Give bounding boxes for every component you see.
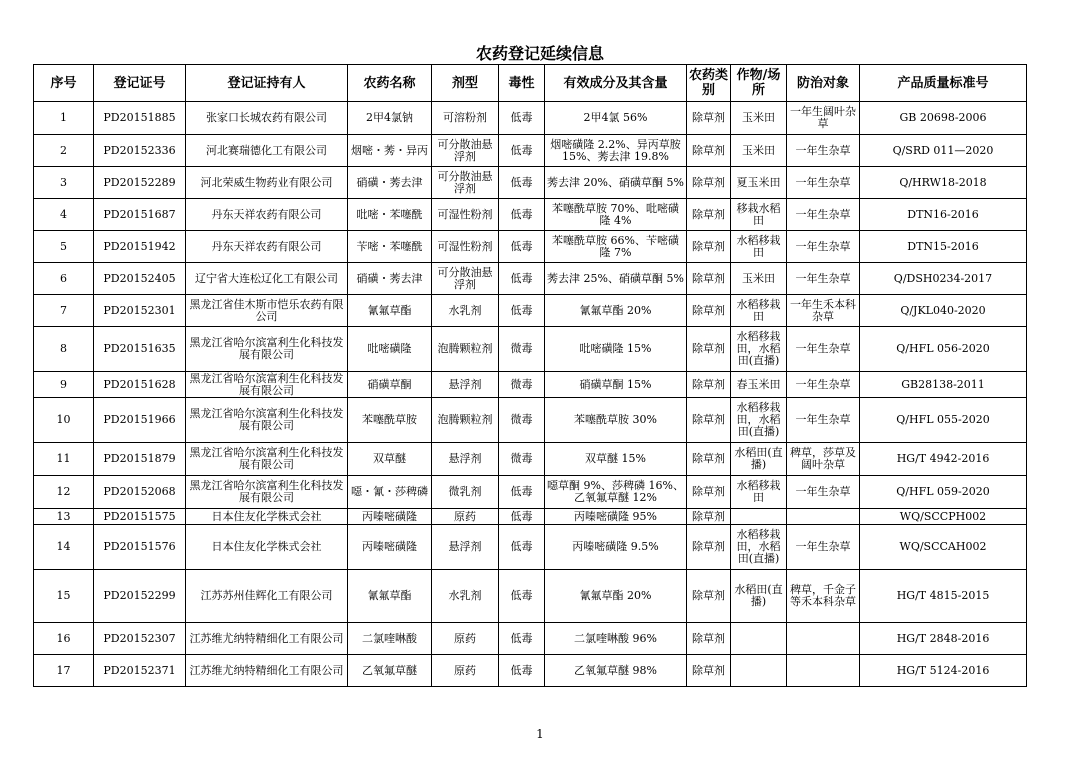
row-number: 17 (34, 655, 94, 687)
crop-site (731, 655, 787, 687)
holder-name: 江苏维尤纳特精细化工有限公司 (186, 655, 348, 687)
crop-site: 水稻移栽田，水稻田(直播) (731, 525, 787, 570)
quality-standard: GB 20698-2006 (860, 102, 1027, 135)
formulation: 可溶粉剂 (432, 102, 499, 135)
holder-name: 江苏维尤纳特精细化工有限公司 (186, 623, 348, 655)
target-pest: 一年生杂草 (787, 398, 860, 443)
pesticide-category: 除草剂 (687, 327, 731, 372)
target-pest: 一年生杂草 (787, 135, 860, 167)
toxicity: 低毒 (499, 509, 545, 525)
row-number: 9 (34, 372, 94, 398)
toxicity: 微毒 (499, 443, 545, 476)
target-pest: 稗草，千金子等禾本科杂草 (787, 570, 860, 623)
formulation: 可分散油悬浮剂 (432, 263, 499, 295)
cert-number: PD20151575 (94, 509, 186, 525)
row-number: 16 (34, 623, 94, 655)
cert-number: PD20151687 (94, 199, 186, 231)
quality-standard: Q/HRW18-2018 (860, 167, 1027, 199)
active-ingredient: 二氯喹啉酸 96% (545, 623, 687, 655)
table-row (34, 199, 1027, 231)
active-ingredient: 莠去津 20%、硝磺草酮 5% (545, 167, 687, 199)
quality-standard: DTN15-2016 (860, 231, 1027, 263)
row-number: 3 (34, 167, 94, 199)
table-row (34, 570, 1027, 623)
toxicity: 微毒 (499, 398, 545, 443)
crop-site: 水稻移栽田 (731, 476, 787, 509)
pesticide-name: 氰氟草酯 (348, 570, 432, 623)
target-pest: 一年生杂草 (787, 263, 860, 295)
active-ingredient: 吡嘧磺隆 15% (545, 327, 687, 372)
formulation: 原药 (432, 623, 499, 655)
quality-standard: WQ/SCCPH002 (860, 509, 1027, 525)
quality-standard: Q/JKL040-2020 (860, 295, 1027, 327)
toxicity: 低毒 (499, 295, 545, 327)
quality-standard: GB28138-2011 (860, 372, 1027, 398)
quality-standard: HG/T 5124-2016 (860, 655, 1027, 687)
pesticide-name: 硝磺・莠去津 (348, 263, 432, 295)
formulation: 泡腾颗粒剂 (432, 327, 499, 372)
pesticide-category: 除草剂 (687, 623, 731, 655)
holder-name: 张家口长城农药有限公司 (186, 102, 348, 135)
toxicity: 低毒 (499, 199, 545, 231)
holder-name: 江苏苏州佳辉化工有限公司 (186, 570, 348, 623)
cert-number: PD20152299 (94, 570, 186, 623)
active-ingredient: 双草醚 15% (545, 443, 687, 476)
pesticide-category: 除草剂 (687, 231, 731, 263)
toxicity: 低毒 (499, 135, 545, 167)
header-cell: 防治对象 (787, 65, 860, 102)
crop-site (731, 623, 787, 655)
pesticide-category: 除草剂 (687, 443, 731, 476)
page-number: 1 (536, 727, 544, 741)
target-pest (787, 623, 860, 655)
active-ingredient: 氰氟草酯 20% (545, 295, 687, 327)
active-ingredient: 丙嗪嘧磺隆 95% (545, 509, 687, 525)
formulation: 原药 (432, 509, 499, 525)
quality-standard: DTN16-2016 (860, 199, 1027, 231)
quality-standard: Q/HFL 055-2020 (860, 398, 1027, 443)
quality-standard: Q/HFL 056-2020 (860, 327, 1027, 372)
table-row (34, 476, 1027, 509)
toxicity: 低毒 (499, 623, 545, 655)
active-ingredient: 丙嗪嘧磺隆 9.5% (545, 525, 687, 570)
table-row (34, 231, 1027, 263)
formulation: 微乳剂 (432, 476, 499, 509)
table-row (34, 327, 1027, 372)
cert-number: PD20151885 (94, 102, 186, 135)
cert-number: PD20151635 (94, 327, 186, 372)
active-ingredient: 苯噻酰草胺 30% (545, 398, 687, 443)
quality-standard: HG/T 2848-2016 (860, 623, 1027, 655)
active-ingredient: 莠去津 25%、硝磺草酮 5% (545, 263, 687, 295)
crop-site: 玉米田 (731, 263, 787, 295)
pesticide-name: 二氯喹啉酸 (348, 623, 432, 655)
pesticide-category: 除草剂 (687, 263, 731, 295)
crop-site: 水稻移栽田 (731, 231, 787, 263)
quality-standard: Q/SRD 011—2020 (860, 135, 1027, 167)
holder-name: 河北荣威生物药业有限公司 (186, 167, 348, 199)
quality-standard: Q/HFL 059-2020 (860, 476, 1027, 509)
crop-site: 夏玉米田 (731, 167, 787, 199)
toxicity: 低毒 (499, 231, 545, 263)
toxicity: 微毒 (499, 372, 545, 398)
toxicity: 微毒 (499, 327, 545, 372)
holder-name: 黑龙江省哈尔滨富利生化科技发展有限公司 (186, 476, 348, 509)
table-row (34, 295, 1027, 327)
toxicity: 低毒 (499, 655, 545, 687)
table-row (34, 102, 1027, 135)
cert-number: PD20152336 (94, 135, 186, 167)
table-row (34, 509, 1027, 525)
target-pest (787, 655, 860, 687)
formulation: 可湿性粉剂 (432, 231, 499, 263)
quality-standard: WQ/SCCAH002 (860, 525, 1027, 570)
quality-standard: HG/T 4815-2015 (860, 570, 1027, 623)
target-pest: 一年生杂草 (787, 476, 860, 509)
row-number: 6 (34, 263, 94, 295)
table-row (34, 372, 1027, 398)
holder-name: 丹东天祥农药有限公司 (186, 231, 348, 263)
formulation: 可分散油悬浮剂 (432, 135, 499, 167)
target-pest: 稗草，莎草及阔叶杂草 (787, 443, 860, 476)
header-cell: 农药类别 (687, 65, 731, 102)
row-number: 1 (34, 102, 94, 135)
target-pest: 一年生杂草 (787, 327, 860, 372)
formulation: 悬浮剂 (432, 443, 499, 476)
table-body (34, 102, 1027, 687)
active-ingredient: 烟嘧磺隆 2.2%、异丙草胺 15%、莠去津 19.8% (545, 135, 687, 167)
pesticide-name: 吡嘧・苯噻酰 (348, 199, 432, 231)
row-number: 11 (34, 443, 94, 476)
pesticide-category: 除草剂 (687, 398, 731, 443)
table-row (34, 443, 1027, 476)
header-row (34, 65, 1027, 102)
pesticide-category: 除草剂 (687, 476, 731, 509)
active-ingredient: 硝磺草酮 15% (545, 372, 687, 398)
pesticide-category: 除草剂 (687, 525, 731, 570)
active-ingredient: 苯噻酰草胺 70%、吡嘧磺隆 4% (545, 199, 687, 231)
cert-number: PD20152307 (94, 623, 186, 655)
cert-number: PD20151942 (94, 231, 186, 263)
toxicity: 低毒 (499, 102, 545, 135)
target-pest: 一年生禾本科杂草 (787, 295, 860, 327)
pesticide-name: 2甲4氯钠 (348, 102, 432, 135)
header-cell: 登记证持有人 (186, 65, 348, 102)
target-pest: 一年生杂草 (787, 199, 860, 231)
crop-site: 水稻移栽田，水稻田(直播) (731, 327, 787, 372)
pesticide-name: 乙氧氟草醚 (348, 655, 432, 687)
holder-name: 黑龙江省佳木斯市恺乐农药有限公司 (186, 295, 348, 327)
table-row (34, 167, 1027, 199)
pesticide-name: 吡嘧磺隆 (348, 327, 432, 372)
formulation: 水乳剂 (432, 570, 499, 623)
crop-site (731, 509, 787, 525)
pesticide-name: 氰氟草酯 (348, 295, 432, 327)
cert-number: PD20151576 (94, 525, 186, 570)
pesticide-category: 除草剂 (687, 655, 731, 687)
table-row (34, 525, 1027, 570)
cert-number: PD20152405 (94, 263, 186, 295)
formulation: 可湿性粉剂 (432, 199, 499, 231)
target-pest: 一年生杂草 (787, 167, 860, 199)
toxicity: 低毒 (499, 525, 545, 570)
pesticide-name: 噁・氰・莎稗磷 (348, 476, 432, 509)
crop-site: 玉米田 (731, 135, 787, 167)
pesticide-name: 丙嗪嘧磺隆 (348, 509, 432, 525)
toxicity: 低毒 (499, 263, 545, 295)
header-cell: 产品质量标准号 (860, 65, 1027, 102)
table-row (34, 655, 1027, 687)
target-pest: 一年生杂草 (787, 372, 860, 398)
cert-number: PD20151628 (94, 372, 186, 398)
pesticide-category: 除草剂 (687, 199, 731, 231)
pesticide-category: 除草剂 (687, 509, 731, 525)
holder-name: 黑龙江省哈尔滨富利生化科技发展有限公司 (186, 398, 348, 443)
pesticide-name: 苯噻酰草胺 (348, 398, 432, 443)
target-pest (787, 509, 860, 525)
header-cell: 有效成分及其含量 (545, 65, 687, 102)
cert-number: PD20151966 (94, 398, 186, 443)
table-row (34, 263, 1027, 295)
pesticide-category: 除草剂 (687, 102, 731, 135)
target-pest: 一年生杂草 (787, 525, 860, 570)
holder-name: 日本住友化学株式会社 (186, 525, 348, 570)
row-number: 13 (34, 509, 94, 525)
toxicity: 低毒 (499, 476, 545, 509)
pesticide-category: 除草剂 (687, 372, 731, 398)
cert-number: PD20152068 (94, 476, 186, 509)
row-number: 7 (34, 295, 94, 327)
holder-name: 丹东天祥农药有限公司 (186, 199, 348, 231)
pesticide-name: 硝磺・莠去津 (348, 167, 432, 199)
holder-name: 黑龙江省哈尔滨富利生化科技发展有限公司 (186, 372, 348, 398)
crop-site: 水稻田(直播) (731, 443, 787, 476)
cert-number: PD20152301 (94, 295, 186, 327)
formulation: 泡腾颗粒剂 (432, 398, 499, 443)
holder-name: 黑龙江省哈尔滨富利生化科技发展有限公司 (186, 443, 348, 476)
formulation: 悬浮剂 (432, 372, 499, 398)
header-cell: 剂型 (432, 65, 499, 102)
cert-number: PD20151879 (94, 443, 186, 476)
crop-site: 移栽水稻田 (731, 199, 787, 231)
formulation: 原药 (432, 655, 499, 687)
pesticide-name: 烟嘧・莠・异丙 (348, 135, 432, 167)
page-title: 农药登记延续信息 (475, 44, 604, 63)
toxicity: 低毒 (499, 167, 545, 199)
table-row (34, 135, 1027, 167)
header-cell: 序号 (34, 65, 94, 102)
pesticide-name: 双草醚 (348, 443, 432, 476)
crop-site: 水稻移栽田 (731, 295, 787, 327)
quality-standard: HG/T 4942-2016 (860, 443, 1027, 476)
row-number: 4 (34, 199, 94, 231)
holder-name: 辽宁省大连松辽化工有限公司 (186, 263, 348, 295)
pesticide-name: 苄嘧・苯噻酰 (348, 231, 432, 263)
toxicity: 低毒 (499, 570, 545, 623)
holder-name: 黑龙江省哈尔滨富利生化科技发展有限公司 (186, 327, 348, 372)
row-number: 10 (34, 398, 94, 443)
holder-name: 河北赛瑞德化工有限公司 (186, 135, 348, 167)
quality-standard: Q/DSH0234-2017 (860, 263, 1027, 295)
active-ingredient: 噁草酮 9%、莎稗磷 16%、乙氧氟草醚 12% (545, 476, 687, 509)
target-pest: 一年生杂草 (787, 231, 860, 263)
crop-site: 春玉米田 (731, 372, 787, 398)
cert-number: PD20152289 (94, 167, 186, 199)
row-number: 8 (34, 327, 94, 372)
pesticide-category: 除草剂 (687, 295, 731, 327)
table-row (34, 398, 1027, 443)
active-ingredient: 乙氧氟草醚 98% (545, 655, 687, 687)
pesticide-name: 硝磺草酮 (348, 372, 432, 398)
row-number: 12 (34, 476, 94, 509)
active-ingredient: 苯噻酰草胺 66%、苄嘧磺隆 7% (545, 231, 687, 263)
table-row (34, 623, 1027, 655)
header-cell: 作物/场所 (731, 65, 787, 102)
row-number: 15 (34, 570, 94, 623)
pesticide-category: 除草剂 (687, 135, 731, 167)
formulation: 可分散油悬浮剂 (432, 167, 499, 199)
active-ingredient: 氰氟草酯 20% (545, 570, 687, 623)
registration-table (33, 64, 1027, 687)
pesticide-name: 丙嗪嘧磺隆 (348, 525, 432, 570)
header-cell: 农药名称 (348, 65, 432, 102)
crop-site: 玉米田 (731, 102, 787, 135)
target-pest: 一年生阔叶杂草 (787, 102, 860, 135)
header-cell: 毒性 (499, 65, 545, 102)
pesticide-category: 除草剂 (687, 167, 731, 199)
holder-name: 日本住友化学株式会社 (186, 509, 348, 525)
pesticide-category: 除草剂 (687, 570, 731, 623)
row-number: 14 (34, 525, 94, 570)
formulation: 悬浮剂 (432, 525, 499, 570)
crop-site: 水稻田(直播) (731, 570, 787, 623)
header-cell: 登记证号 (94, 65, 186, 102)
row-number: 2 (34, 135, 94, 167)
active-ingredient: 2甲4氯 56% (545, 102, 687, 135)
crop-site: 水稻移栽田，水稻田(直播) (731, 398, 787, 443)
formulation: 水乳剂 (432, 295, 499, 327)
cert-number: PD20152371 (94, 655, 186, 687)
row-number: 5 (34, 231, 94, 263)
